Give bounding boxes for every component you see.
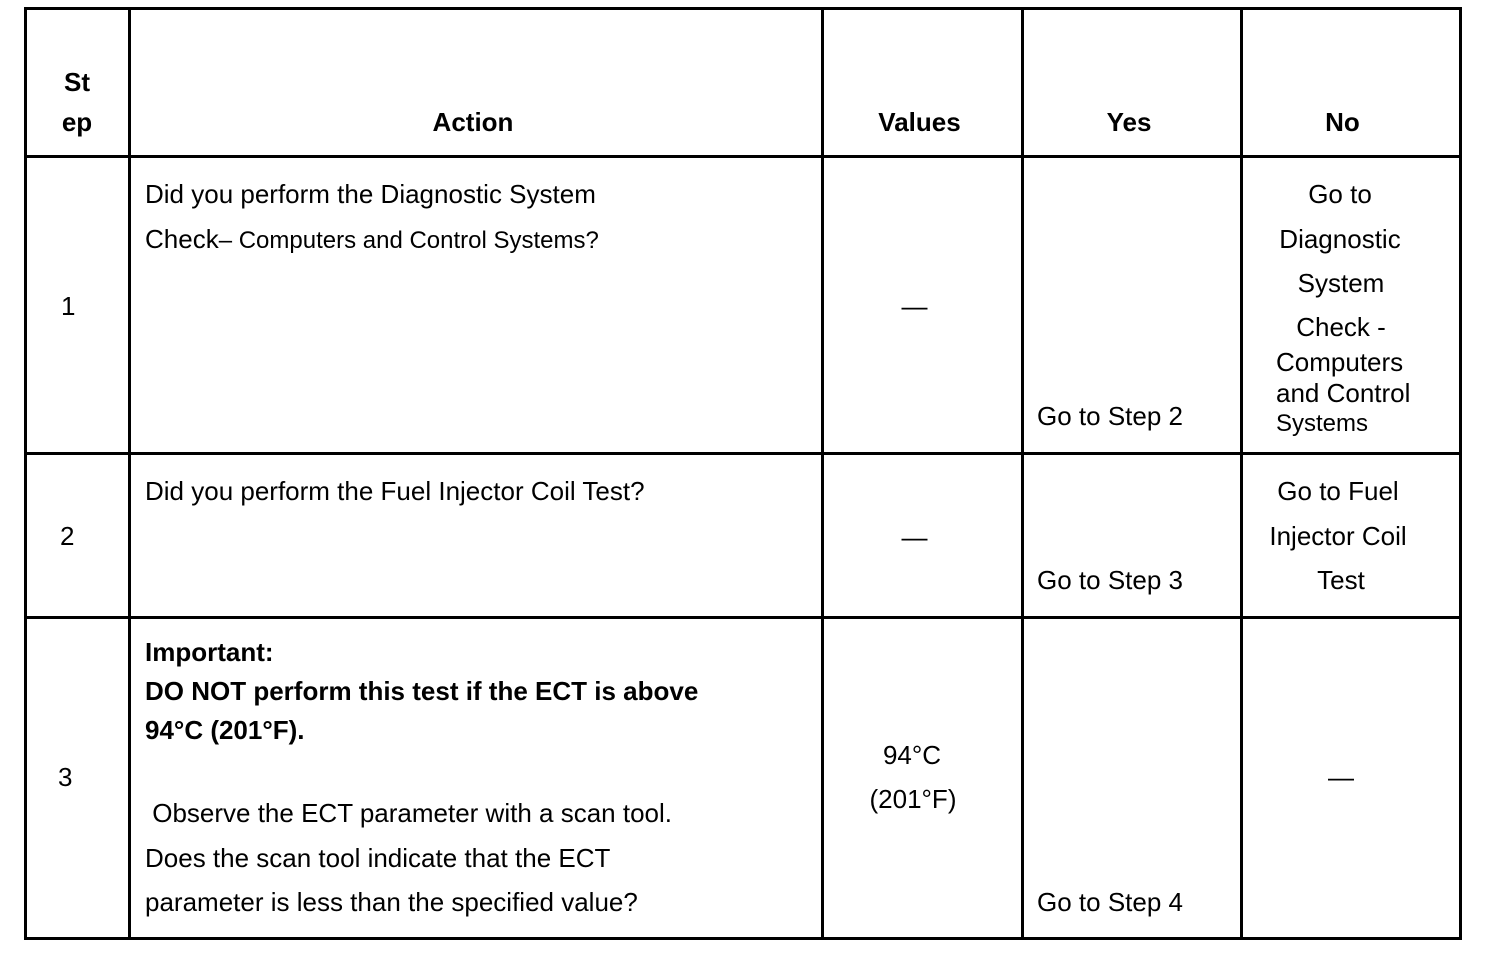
header-values: Values bbox=[878, 107, 961, 137]
step-number: 1 bbox=[61, 291, 76, 321]
yes-link: Go to Step 2 bbox=[1037, 401, 1183, 431]
column-divider bbox=[128, 10, 131, 937]
spec-value: 94°C bbox=[882, 740, 942, 770]
value-dash: — bbox=[901, 522, 928, 552]
row-divider bbox=[27, 616, 1459, 619]
no-link-line: Diagnostic bbox=[1279, 224, 1401, 254]
step-number: 2 bbox=[60, 521, 75, 551]
important-text: 94°C (201°F). bbox=[145, 715, 305, 745]
row-divider bbox=[27, 452, 1459, 455]
important-text: DO NOT perform this test if the ECT is above bbox=[145, 676, 699, 706]
no-link-line: Computers bbox=[1276, 347, 1404, 377]
important-title: Important: bbox=[145, 637, 274, 667]
column-divider bbox=[1021, 10, 1024, 937]
header-step-line2: ep bbox=[61, 107, 93, 137]
action-text: parameter is less than the specified value? bbox=[145, 887, 638, 917]
row-divider bbox=[27, 155, 1459, 158]
yes-link: Go to Step 3 bbox=[1037, 565, 1183, 595]
no-link-line: Check - bbox=[1296, 312, 1386, 342]
action-text: Does the scan tool indicate that the ECT bbox=[145, 843, 611, 873]
no-link-line: Go to bbox=[1308, 179, 1372, 209]
header-no: No bbox=[1325, 107, 1360, 137]
action-text: Did you perform the Diagnostic System bbox=[145, 179, 596, 209]
action-text: Observe the ECT parameter with a scan tool. bbox=[145, 798, 672, 828]
header-action: Action bbox=[432, 107, 514, 137]
action-text bbox=[145, 226, 599, 254]
no-link-line: System bbox=[1297, 268, 1385, 298]
step-number: 3 bbox=[58, 762, 73, 792]
no-link-line: Go to Fuel bbox=[1277, 476, 1399, 506]
yes-link: Go to Step 4 bbox=[1037, 887, 1183, 917]
action-text-continued: – Computers and Control Systems? bbox=[218, 227, 599, 254]
header-yes: Yes bbox=[1106, 107, 1152, 137]
no-dash: — bbox=[1328, 762, 1354, 792]
spec-value: (201°F) bbox=[869, 784, 957, 814]
action-text-check: Check bbox=[145, 224, 219, 254]
no-link-line: Test bbox=[1317, 565, 1365, 595]
no-link-line: Systems bbox=[1276, 410, 1369, 437]
action-text: Did you perform the Fuel Injector Coil Test? bbox=[145, 476, 645, 506]
value-dash: — bbox=[901, 291, 928, 321]
header-step-line1: St bbox=[64, 67, 90, 97]
no-link-line: Injector Coil bbox=[1269, 521, 1407, 551]
no-link-line: and Control bbox=[1276, 378, 1411, 408]
column-divider bbox=[1240, 10, 1243, 937]
